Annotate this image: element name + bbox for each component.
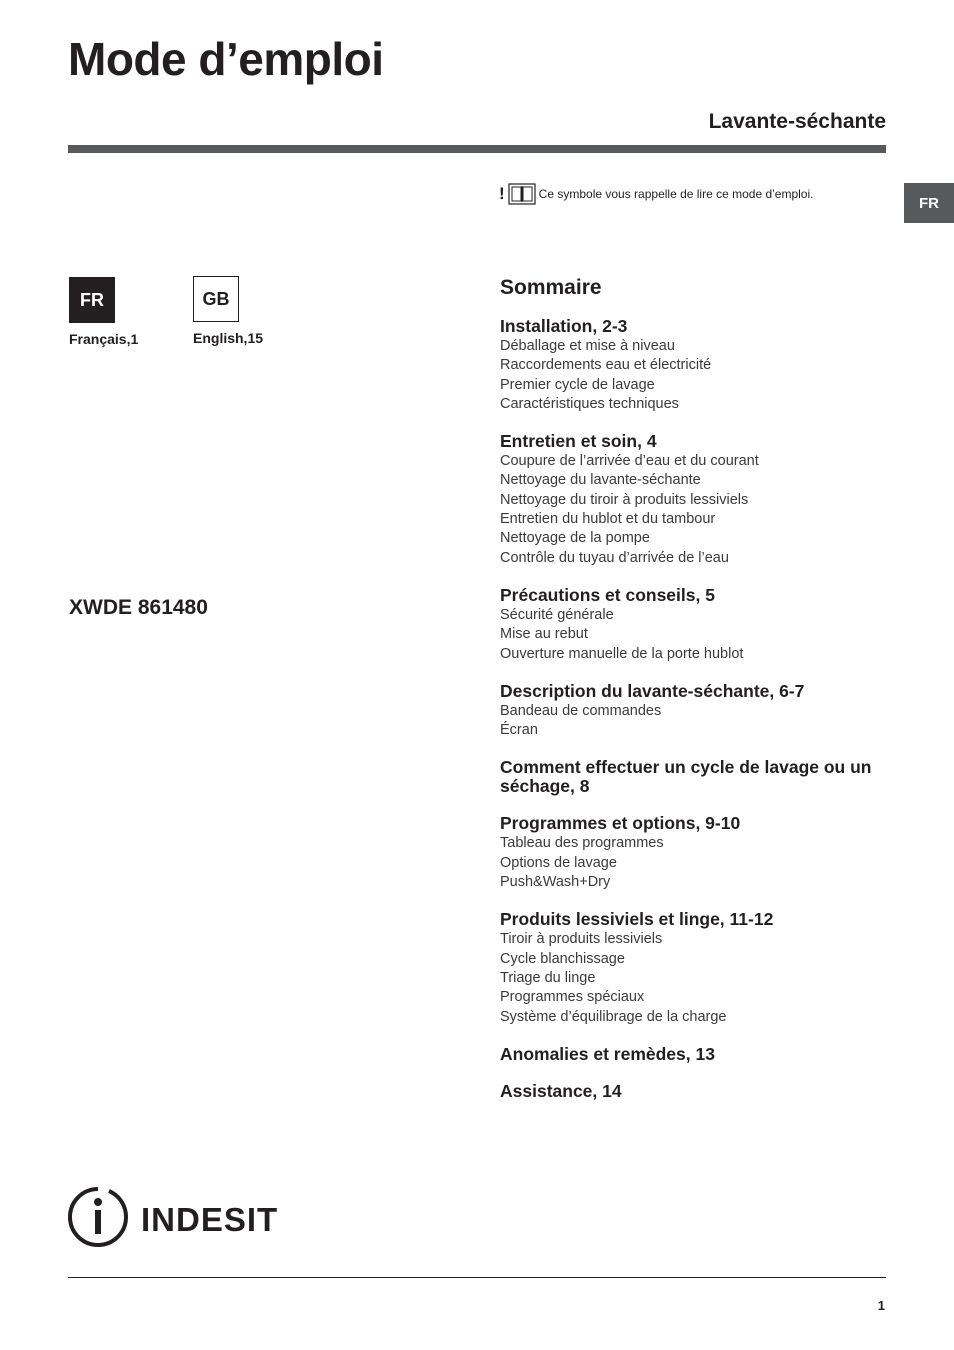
toc-section-title[interactable]: Précautions et conseils, 5 xyxy=(500,584,715,605)
toc-section xyxy=(500,317,900,414)
brand-name: INDESIT xyxy=(141,1200,279,1238)
toc-item[interactable]: Système d’équilibrage de la charge xyxy=(500,1008,727,1025)
toc-item[interactable]: Sécurité générale xyxy=(500,606,614,623)
toc-item-list xyxy=(500,834,900,892)
toc-item[interactable]: Caractéristiques techniques xyxy=(500,395,679,412)
toc-item[interactable]: Tiroir à produits lessiviels xyxy=(500,931,663,948)
toc-item[interactable]: Déballage et mise à niveau xyxy=(500,338,675,354)
toc-item[interactable]: Nettoyage de la pompe xyxy=(500,530,650,547)
toc-item[interactable]: Bandeau de commandes xyxy=(500,702,662,719)
toc-item-list xyxy=(500,452,900,568)
toc-section-title[interactable]: Anomalies et remèdes, 13 xyxy=(500,1043,715,1064)
toc-sections xyxy=(500,317,900,1101)
toc-section xyxy=(500,432,900,568)
document-subtitle: Lavante-séchante xyxy=(708,110,886,133)
language-fr-label[interactable]: Français,1 xyxy=(69,331,139,347)
toc-item[interactable]: Triage du linge xyxy=(500,969,596,986)
toc-item[interactable]: Raccordements eau et électricité xyxy=(500,357,712,374)
toc-item-list xyxy=(500,337,900,414)
exclamation-mark: ! xyxy=(499,184,505,203)
toc-item[interactable]: Cycle blanchissage xyxy=(500,950,625,967)
language-gb-box[interactable]: GB xyxy=(193,276,239,322)
toc-item[interactable]: Coupure de l’arrivée d’eau et du courant xyxy=(500,453,759,470)
toc-section-title[interactable]: Produits lessiviels et linge, 11-12 xyxy=(500,909,774,930)
toc-item[interactable]: Contrôle du tuyau d’arrivée de l’eau xyxy=(500,549,729,566)
toc-item[interactable]: Ouverture manuelle de la porte hublot xyxy=(500,645,744,662)
header-rule xyxy=(68,145,886,153)
toc-section-title[interactable]: Installation, 2-3 xyxy=(500,316,628,336)
read-manual-notice xyxy=(499,183,813,205)
toc-section-title[interactable]: Comment effectuer un cycle de lavage ou un séchage, 8 xyxy=(500,757,872,797)
toc-section xyxy=(500,814,900,892)
language-fr-box[interactable]: FR xyxy=(69,277,115,323)
language-side-tab: FR xyxy=(904,183,954,223)
footer-rule xyxy=(68,1277,886,1278)
notice-text: Ce symbole vous rappelle de lire ce mode d’emploi. xyxy=(538,187,814,201)
toc-item-list xyxy=(500,606,900,664)
toc-section xyxy=(500,682,900,741)
table-of-contents xyxy=(500,276,900,1119)
toc-section-title[interactable]: Entretien et soin, 4 xyxy=(500,431,657,452)
book-icon xyxy=(508,183,536,205)
toc-section-title[interactable]: Description du lavante-séchante, 6-7 xyxy=(500,680,805,701)
toc-item-list xyxy=(500,702,900,741)
model-number: XWDE 861480 xyxy=(69,596,208,619)
toc-item[interactable]: Mise au rebut xyxy=(500,626,588,643)
toc-item[interactable]: Écran xyxy=(500,722,538,739)
toc-section xyxy=(500,910,900,1026)
toc-item[interactable]: Tableau des programmes xyxy=(500,835,664,852)
toc-section xyxy=(500,1045,900,1064)
toc-item[interactable]: Premier cycle de lavage xyxy=(500,376,655,393)
document-title: Mode d’emploi xyxy=(68,33,384,85)
indesit-logo-icon xyxy=(67,1186,129,1253)
language-gb-label[interactable]: English,15 xyxy=(193,330,264,346)
toc-item[interactable]: Entretien du hublot et du tambour xyxy=(500,511,716,528)
toc-item[interactable]: Options de lavage xyxy=(500,854,617,871)
brand-logo xyxy=(67,1186,278,1253)
page-number: 1 xyxy=(877,1298,885,1313)
toc-section xyxy=(500,586,900,664)
toc-item[interactable]: Nettoyage du lavante-séchante xyxy=(500,472,701,489)
toc-heading: Sommaire xyxy=(500,276,602,299)
toc-section xyxy=(500,758,900,796)
toc-item[interactable]: Push&Wash+Dry xyxy=(500,874,611,891)
toc-item[interactable]: Nettoyage du tiroir à produits lessiviels xyxy=(500,491,749,508)
toc-item[interactable]: Programmes spéciaux xyxy=(500,989,645,1006)
toc-section-title[interactable]: Programmes et options, 9-10 xyxy=(500,813,741,834)
toc-item-list xyxy=(500,930,900,1026)
toc-section-title[interactable]: Assistance, 14 xyxy=(500,1080,622,1101)
toc-section xyxy=(500,1082,900,1101)
